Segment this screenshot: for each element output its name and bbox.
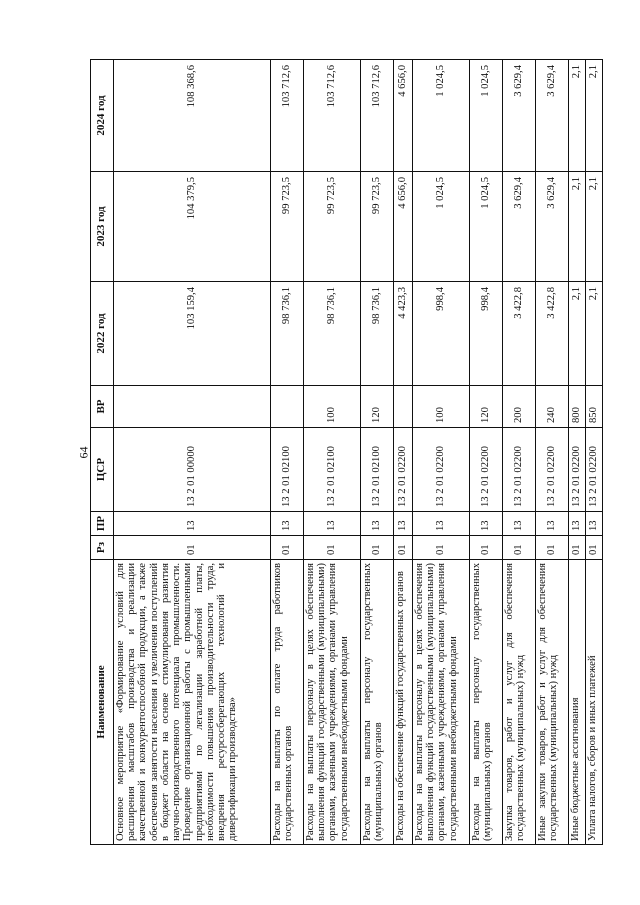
- row-csr: 13 2 01 00000: [114, 428, 271, 512]
- row-name: Расходы на выплаты персоналу в целях обеспечения выполнения функций государственными (муниципальными) органами, казенными учреждениями, органами управления государственными внебюджетными фондами: [304, 560, 361, 845]
- table-row: [394, 60, 413, 845]
- row-2022: 98 736,1: [361, 282, 394, 386]
- row-2023: 99 723,5: [304, 172, 361, 282]
- rotated-page: [90, 60, 600, 845]
- row-rz: 01: [271, 536, 304, 560]
- row-name: Расходы на выплаты персоналу государственных (муниципальных) органов: [470, 560, 503, 845]
- row-2022: 98 736,1: [304, 282, 361, 386]
- row-csr: 13 2 01 02100: [361, 428, 394, 512]
- row-name: Закупка товаров, работ и услуг для обеспечения государственных (муниципальных) нужд: [503, 560, 536, 845]
- table-row: [470, 60, 503, 845]
- row-csr: 13 2 01 02100: [271, 428, 304, 512]
- row-vr: 100: [304, 386, 361, 428]
- row-name: Основное мероприятие «Формирование условий для расширения масштабов производства и реализации качественной и конкурентоспособной продукции, а также обеспечения занятости населения и увеличения поступлений в бюджет области на основе стимулирования развития научно-производственного потенциала промышленности. Проведение организационной работы с промышленными предприятиями по легализации заработной платы, необходимости повышения производительности труда, внедрения ресурсосберегающих технологий и диверсификации производства»: [114, 560, 271, 845]
- row-rz: 01: [361, 536, 394, 560]
- table-row: [361, 60, 394, 845]
- row-2022: 3 422,8: [503, 282, 536, 386]
- row-vr: [394, 386, 413, 428]
- row-2022: 998,4: [413, 282, 470, 386]
- row-2023: 99 723,5: [271, 172, 304, 282]
- row-name: Уплата налогов, сборов и иных платежей: [586, 560, 603, 845]
- row-2023: 2,1: [586, 172, 603, 282]
- table-row: [503, 60, 536, 845]
- row-vr: [271, 386, 304, 428]
- row-csr: 13 2 01 02200: [394, 428, 413, 512]
- row-vr: 850: [586, 386, 603, 428]
- row-vr: 200: [503, 386, 536, 428]
- row-vr: [114, 386, 271, 428]
- row-rz: 01: [413, 536, 470, 560]
- row-pr: 13: [586, 512, 603, 536]
- row-2024: 4 656,0: [394, 60, 413, 172]
- table-row: [569, 60, 586, 845]
- row-pr: 13: [361, 512, 394, 536]
- row-pr: 13: [304, 512, 361, 536]
- table-row: [271, 60, 304, 845]
- row-2023: 3 629,4: [536, 172, 569, 282]
- row-name: Иные бюджетные ассигнования: [569, 560, 586, 845]
- table-header-row: [91, 60, 114, 845]
- row-2024: 108 368,6: [114, 60, 271, 172]
- row-2022: 998,4: [470, 282, 503, 386]
- row-csr: 13 2 01 02200: [569, 428, 586, 512]
- row-rz: 01: [394, 536, 413, 560]
- row-2024: 103 712,6: [304, 60, 361, 172]
- table-row: [586, 60, 603, 845]
- row-2023: 3 629,4: [503, 172, 536, 282]
- header-2024: 2024 год: [91, 60, 114, 172]
- row-2022: 98 736,1: [271, 282, 304, 386]
- header-vr: ВР: [91, 386, 114, 428]
- page-number: 64: [76, 446, 91, 459]
- budget-table: [90, 59, 603, 845]
- row-2022: 103 159,4: [114, 282, 271, 386]
- row-name: Иные закупки товаров, работ и услуг для обеспечения государственных (муниципальных) нужд: [536, 560, 569, 845]
- table-row: [114, 60, 271, 845]
- row-rz: 01: [304, 536, 361, 560]
- header-csr: ЦСР: [91, 428, 114, 512]
- row-rz: 01: [569, 536, 586, 560]
- row-pr: 13: [114, 512, 271, 536]
- row-name: Расходы на обеспечение функций государственных органов: [394, 560, 413, 845]
- row-csr: 13 2 01 02200: [503, 428, 536, 512]
- row-2022: 2,1: [586, 282, 603, 386]
- row-2024: 1 024,5: [470, 60, 503, 172]
- header-2023: 2023 год: [91, 172, 114, 282]
- header-name: Наименование: [91, 560, 114, 845]
- row-2023: 1 024,5: [413, 172, 470, 282]
- row-2024: 103 712,6: [361, 60, 394, 172]
- row-csr: 13 2 01 02200: [470, 428, 503, 512]
- row-pr: 13: [536, 512, 569, 536]
- row-2024: 2,1: [586, 60, 603, 172]
- row-csr: 13 2 01 02200: [586, 428, 603, 512]
- header-2022: 2022 год: [91, 282, 114, 386]
- row-2024: 3 629,4: [536, 60, 569, 172]
- row-name: Расходы на выплаты по оплате труда работников государственных органов: [271, 560, 304, 845]
- row-2022: 4 423,3: [394, 282, 413, 386]
- row-rz: 01: [586, 536, 603, 560]
- row-vr: 240: [536, 386, 569, 428]
- header-rz: Рз: [91, 536, 114, 560]
- row-name: Расходы на выплаты персоналу в целях обеспечения выполнения функций государственными (муниципальными) органами, казенными учреждениями, органами управления государственными внебюджетными фондами: [413, 560, 470, 845]
- row-2023: 1 024,5: [470, 172, 503, 282]
- row-pr: 13: [470, 512, 503, 536]
- row-2023: 2,1: [569, 172, 586, 282]
- row-pr: 13: [413, 512, 470, 536]
- row-2023: 99 723,5: [361, 172, 394, 282]
- row-2023: 4 656,0: [394, 172, 413, 282]
- row-vr: 100: [413, 386, 470, 428]
- row-pr: 13: [569, 512, 586, 536]
- row-pr: 13: [503, 512, 536, 536]
- row-rz: 01: [470, 536, 503, 560]
- row-csr: 13 2 01 02100: [304, 428, 361, 512]
- row-csr: 13 2 01 02200: [536, 428, 569, 512]
- row-rz: 01: [114, 536, 271, 560]
- table-row: [536, 60, 569, 845]
- header-pr: ПР: [91, 512, 114, 536]
- row-rz: 01: [503, 536, 536, 560]
- row-pr: 13: [394, 512, 413, 536]
- row-vr: 120: [361, 386, 394, 428]
- row-name: Расходы на выплаты персоналу государственных (муниципальных) органов: [361, 560, 394, 845]
- row-pr: 13: [271, 512, 304, 536]
- row-2024: 3 629,4: [503, 60, 536, 172]
- row-2024: 103 712,6: [271, 60, 304, 172]
- row-2022: 2,1: [569, 282, 586, 386]
- row-2024: 1 024,5: [413, 60, 470, 172]
- row-rz: 01: [536, 536, 569, 560]
- row-2024: 2,1: [569, 60, 586, 172]
- table-row: [304, 60, 361, 845]
- row-2023: 104 379,5: [114, 172, 271, 282]
- row-2022: 3 422,8: [536, 282, 569, 386]
- row-csr: 13 2 01 02200: [413, 428, 470, 512]
- row-vr: 800: [569, 386, 586, 428]
- row-vr: 120: [470, 386, 503, 428]
- table-row: [413, 60, 470, 845]
